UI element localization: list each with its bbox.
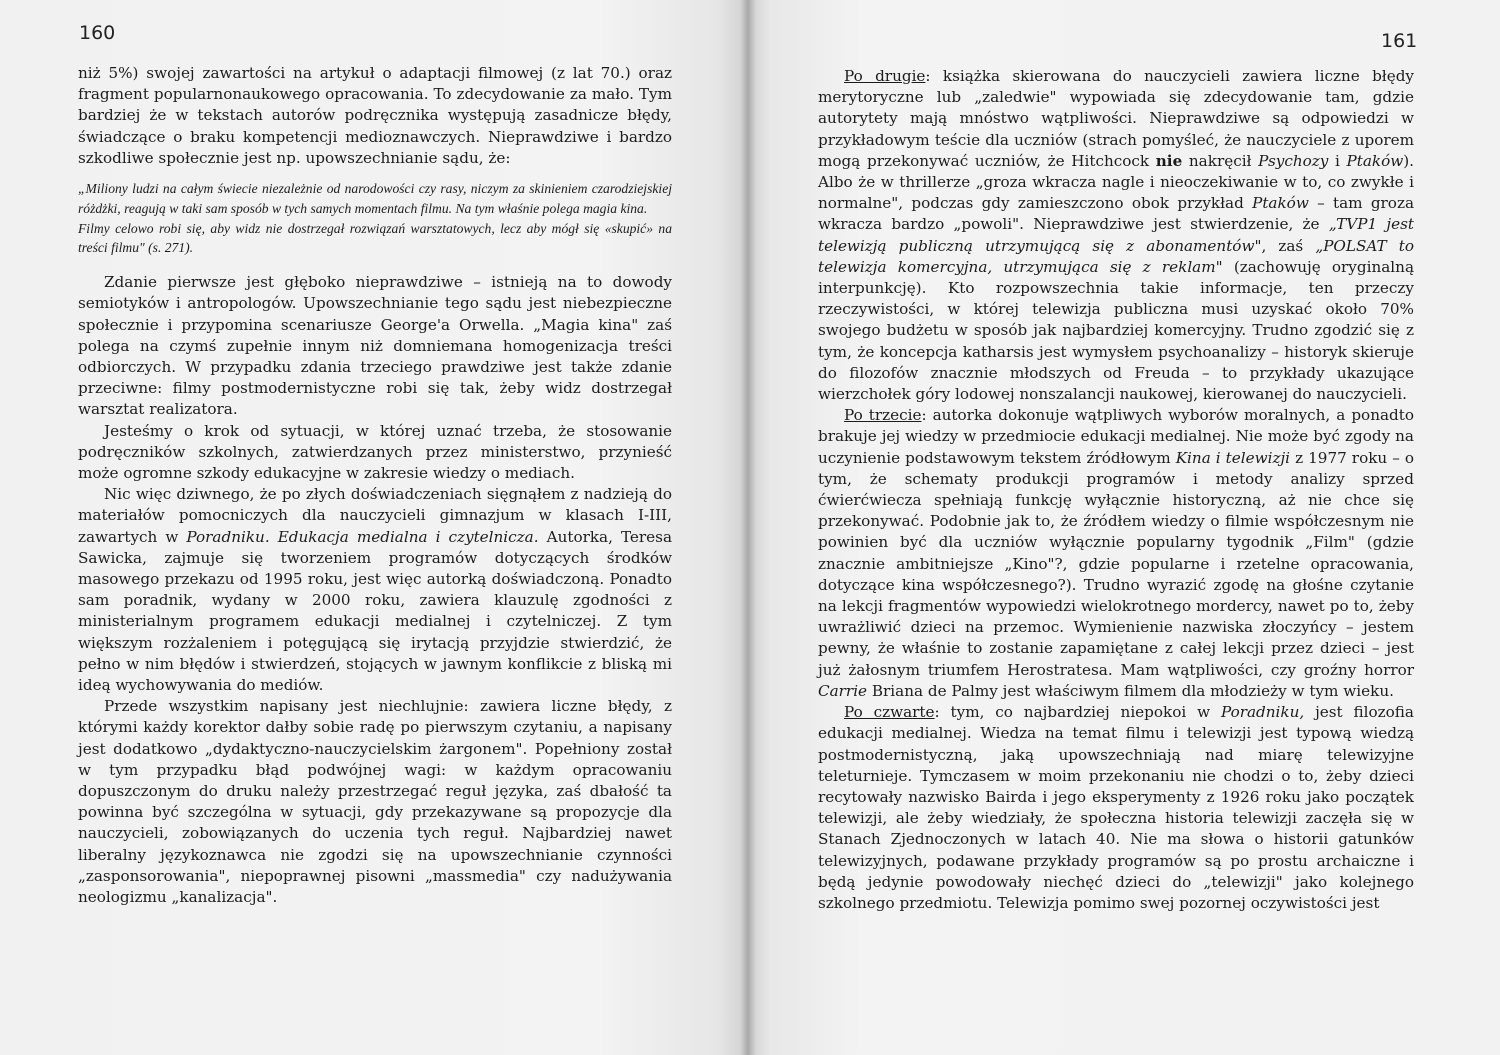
section-label: Po czwarte [844, 703, 935, 722]
text-run: : książka skierowana do nauczycieli zawiera liczne błędy merytoryczne lub „zaledwie" wypowiada się zdecydowanie tam, gdzie autorytety mają mnóstwo wątpliwości. Nieprawdziwe są odpowiedzi w przykładowym teście dla uczniów (strach pomyśleć, że nauczyciele z uporem mogą przekonywać uczniów, że Hitchcock [818, 67, 1414, 170]
film-title: Ptaków [1252, 194, 1309, 213]
section-label: Po drugie [844, 67, 926, 85]
book-title: Poradniku. Edukacja medialna i czytelnicza. [186, 527, 539, 546]
paragraph: Przede wszystkim napisany jest niechlujnie: zawiera liczne błędy, z którymi każdy korektor dałby sobie radę po pierwszym czytaniu, a napisany jest dodatkowo „dydaktyczno-nauczycielskim żargonem". Popełniony został w tym przypadku błąd podwójnej wagi: w każdym opracowaniu dopuszczonym do druku należy przestrzegać reguł języka, zaś dbałość ta powinna być szczególna w sytuacji, gdy przekazywane są propozycje dla nauczycieli, zobowiązanych do uczenia tych reguł. Najbardziej nawet liberalny językoznawca nie zgodzi się na upowszechnianie czynności „zasponsorowania", niepoprawnej pisowni „massmedia" czy nadużywania neologizmu „kanalizacja". [78, 697, 672, 907]
film-title: Ptaków [1346, 151, 1404, 170]
text-run: jest filozofia edukacji medialnej. Wiedza na temat filmu i telewizji jest typową wiedzą postmodernistyczną, jaką upowszechniają nad miarę telewizyjne teleturnieje. Tymczasem w moim przekonaniu nie chodzi o to, żeby dzieci recytowały nazwisko Bairda i jego eksperymenty z 1926 roku jako początek telewizji, ale żeby wiedziały, że społeczna historia telewizji zaczęła się w Stanach Zjednoczonych w latach 40. Nie ma słowa o historii gatunków telewizyjnych, podawane przykłady programów są po prostu archaiczne i będą jedynie powodowały niechęć dzieci do „telewizji" jako kolejnego szkolnego przedmiotu. Telewizja pomimo swej pozornej oczywistości jest [818, 703, 1414, 912]
left-page [0, 0, 748, 1055]
text-run: ). Albo że w thrillerze „groza wkracza nagle i nieoczekiwanie w to, co zwykłe i normalne", podczas gdy zamieszczono obok przykład [818, 151, 1415, 213]
book-title: Kina i telewizji [1175, 448, 1291, 467]
emphasis: nie [1155, 151, 1183, 170]
text-run: , zaś [1261, 236, 1316, 255]
paragraph [818, 66, 1414, 405]
film-title: Carrie [818, 681, 868, 700]
left-page-text [78, 63, 672, 908]
right-page [748, 0, 1500, 1055]
block-quote [78, 179, 672, 258]
book-title: Poradniku, [1220, 703, 1305, 722]
paragraph [818, 405, 1414, 702]
paragraph: Zdanie pierwsze jest głęboko nieprawdziwe – istnieją na to dowody semiotyków i antropologów. Upowszechnianie tego sądu jest niebezpieczne społecznie i przypomina scenariusze George'a Orwella. „Magia kina" zaś polega na czymś zupełnie innym niż domniemana homogenizacja treści odbiorczych. W przypadku zdania trzeciego prawdziwe jest także zdanie przeciwne: filmy postmodernistyczne robi się tak, żeby widz dostrzegał warsztat realizatora. [78, 273, 672, 419]
quote-line: „Miliony ludzi na całym świecie niezależnie od narodowości czy rasy, niczym za skinieniem czarodziejskiej różdżki, reagują w taki sam sposób w tych samych momentach filmu. Na tym właśnie polega magia kina. [78, 181, 672, 216]
section-label: Po trzecie [844, 406, 922, 425]
paragraph: Jesteśmy o krok od sytuacji, w której uznać trzeba, że stosowanie podręczników szkolnych, zatwierdzanych przez ministerstwo, przynieść może ogromne szkody edukacyjne w zakresie wiedzy o mediach. [78, 421, 672, 483]
film-title: Psychozy [1258, 151, 1329, 170]
page-number-left: 160 [79, 22, 116, 44]
text-run: i [1328, 151, 1347, 170]
text-run: – tam groza wkracza bardzo „powoli". Nieprawdziwe jest stwierdzenie, że [818, 194, 1415, 234]
book-gutter [740, 0, 756, 1055]
quoted-text: „POLSAT to telewizja komercyjna, utrzymująca się z reklam" [818, 236, 1414, 276]
text-run: Autorka, Teresa Sawicka, zajmuje się tworzeniem programów dotyczących środków masowego przekazu od 1995 roku, jest więc autorką doświadczoną. Ponadto sam poradnik, wydany w 2000 roku, zawiera klauzulę zgodności z ministerialnym programem edukacji medialnej i czytelniczej. Z tym większym rozżaleniem i potęgującą się irytacją przyjdzie stwierdzić, że pełno w nim błędów i stwierdzeń, stojących w jawnym konflikcie z bliską mi ideą wychowywania do mediów. [78, 527, 673, 695]
text-run: nakręcił [1182, 151, 1259, 170]
paragraph [818, 702, 1414, 914]
page-number-right: 161 [1381, 30, 1418, 52]
text-run: (zachowuję oryginalną interpunkcję). Kto rozpowszechnia takie informacje, ten przeczy rzeczywistości, w której telewizja publiczna musi uzyskać około 70% swojego budżetu w sposób jak najbardziej komercyjny. Trudno zgodzić się z tym, że koncepcja katharsis jest wymysłem psychoanalizy – historyk skieruje do filozofów znacznie młodszych od Freuda – to przykłady ukazujące wierzchołek góry lodowej nonszalancji naukowej, kierowanej do nauczycieli. [818, 257, 1415, 404]
text-run: : tym, co najbardziej niepokoi w [934, 703, 1221, 722]
right-page-text [818, 66, 1414, 914]
text-run: : autorka dokonuje wątpliwych wyborów moralnych, a ponadto brakuje jej wiedzy w przedmiocie edukacji medialnej. Nie może być zgody na uczynienie podstawowym tekstem źródłowym [818, 406, 1414, 467]
text-run: Briana de Palmy jest właściwym filmem dla młodzieży w tym wieku. [867, 681, 1394, 700]
paragraph [78, 484, 672, 696]
quoted-text: „TVP1 jest telewizją publiczną utrzymującą się z abonamentów" [818, 215, 1414, 255]
quote-line: Filmy celowo robi się, aby widz nie dostrzegał rozwiązań warsztatowych, lecz aby mógł się «skupić» na treści filmu" (s. 271). [78, 220, 672, 256]
text-run: Nic więc dziwnego, że po złych doświadczeniach sięgnąłem z nadzieją do materiałów pomocniczych dla nauczycieli gimnazjum w klasach I-III, zawartych w [78, 485, 672, 546]
text-run: z 1977 roku – o tym, że schematy produkcji programów i metody analizy sprzed ćwierćwiecza spełniają funkcję wyłącznie historyczną, aż nie chce się przekonywać. Podobnie jak to, że źródłem wiedzy o filmie współczesnym nie powinien być dla uczniów wyłącznie popularny tygodnik „Film" (gdzie znacznie ambitniejsze „Kino"?, gdzie popularne i rzetelne opracowania, dotyczące kina współczesnego?). Trudno wyrazić zgodę na głośne czytanie na lekcji fragmentów wypowiedzi wielokrotnego mordercy, nawet po to, żeby uwrażliwić dzieci na przemoc. Wymienienie nazwiska złoczyńcy – jestem pewny, że właśnie to zostanie zapamiętane z całej lekcji przez dzieci – jest już żałosnym triumfem Herostratesa. Mam wątpliwości, czy groźny horror [818, 448, 1415, 679]
paragraph: niż 5%) swojej zawartości na artykuł o adaptacji filmowej (z lat 70.) oraz fragment popularnonaukowego opracowania. To zdecydowanie za mało. Tym bardziej że w tekstach autorów podręcznika występują zasadnicze błędy, świadczące o braku kompetencji medioznawczych. Nieprawdziwe i bardzo szkodliwe społecznie jest np. upowszechnianie sądu, że: [78, 64, 672, 167]
